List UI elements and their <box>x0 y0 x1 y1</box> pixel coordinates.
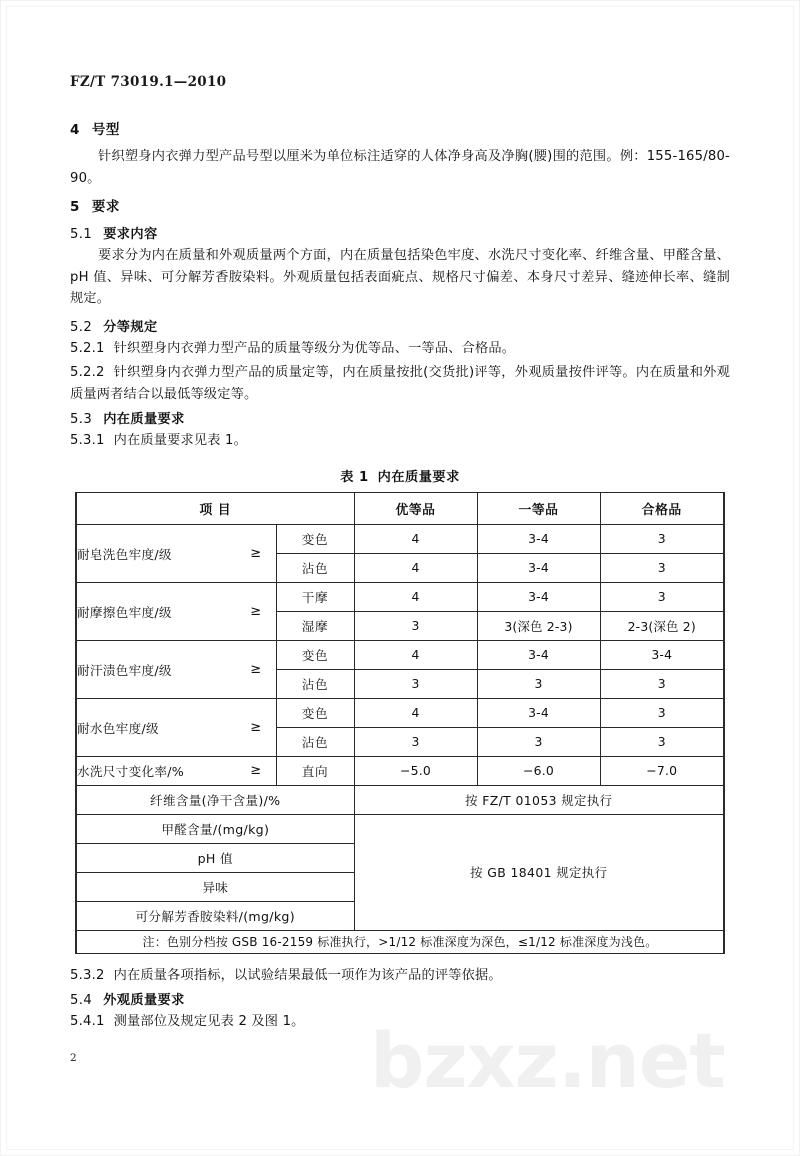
section-title-4: 号型 <box>91 122 120 138</box>
item-label: 耐皂洗色牢度/级 <box>77 546 172 562</box>
clause-text-5-2-2: 针织塑身内衣弹力型产品的质量定等，内在质量按批(交货批)评等，外观质量按件评等。内在质量和外观质量两者结合以最低等级定等。 <box>70 365 730 402</box>
table-item-name-cell: 甲醛含量/(mg/kg) <box>76 814 354 843</box>
table-item-name-cell <box>76 756 276 785</box>
table-value-grade-c: 2-3(深色 2) <box>600 611 724 640</box>
table-header-row <box>76 492 724 524</box>
table-header-grade-a: 优等品 <box>354 492 477 524</box>
section-number-5: 5 <box>70 199 80 215</box>
section-title-5-3: 内在质量要求 <box>103 412 185 427</box>
table-value-grade-c: 3 <box>600 582 724 611</box>
item-label: 耐摩擦色牢度/级 <box>77 604 172 620</box>
page-number: 2 <box>70 1052 77 1064</box>
table-value-grade-c: 3 <box>600 524 724 553</box>
document-body <box>70 118 730 1036</box>
section-4-paragraph: 针织塑身内衣弹力型产品号型以厘米为单位标注适穿的人体净身高及净胸(腰)围的范围。例：155-165/80-90。 <box>70 149 730 186</box>
table-item-name-cell <box>76 582 276 640</box>
table-merged-value: 按 GB 18401 规定执行 <box>354 814 724 930</box>
section-5-2-1 <box>70 338 730 360</box>
table-value-grade-b: −6.0 <box>477 756 600 785</box>
greater-equal-symbol: ≥ <box>250 603 262 619</box>
section-heading-5-3 <box>70 408 730 427</box>
table-value-grade-a: 4 <box>354 524 477 553</box>
table-note-row <box>76 930 724 953</box>
clause-number-5-2-1: 5.2.1 <box>70 340 105 356</box>
table-1-title: 内在质量要求 <box>377 469 460 485</box>
clause-number-5-2-2: 5.2.2 <box>70 365 105 380</box>
item-label: 耐汗渍色牢度/级 <box>77 662 172 678</box>
section-heading-5-4 <box>70 989 730 1008</box>
table-value-grade-a: 3 <box>354 611 477 640</box>
section-heading-5-1 <box>70 223 730 242</box>
table-value-grade-b: 3-4 <box>477 524 600 553</box>
table-value-grade-a: 4 <box>354 582 477 611</box>
table-value-grade-b: 3-4 <box>477 698 600 727</box>
table-1-caption <box>70 466 730 485</box>
table-1-number: 表 1 <box>340 469 369 485</box>
table-value-grade-c: 3 <box>600 727 724 756</box>
table-row <box>76 698 724 727</box>
table-value-grade-b: 3-4 <box>477 582 600 611</box>
table-value-grade-b: 3-4 <box>477 640 600 669</box>
table-row <box>76 582 724 611</box>
standard-number-header: FZ/T 73019.1—2010 <box>70 74 227 90</box>
table-merged-value: 按 FZ/T 01053 规定执行 <box>354 785 724 814</box>
section-title-5-2: 分等规定 <box>103 319 158 335</box>
section-number-5-3: 5.3 <box>70 412 93 427</box>
greater-equal-symbol: ≥ <box>250 661 262 677</box>
table-item-name-cell: 可分解芳香胺染料/(mg/kg) <box>76 901 354 930</box>
table-value-grade-c: 3 <box>600 698 724 727</box>
table-row <box>76 785 724 814</box>
section-5-1-paragraph: 要求分为内在质量和外观质量两个方面，内在质量包括染色牢度、水洗尺寸变化率、纤维含量、甲醛含量、pH 值、异味、可分解芳香胺染料。外观质量包括表面疵点、规格尺寸偏差、本身尺寸差异、缝迹伸长率、缝制规定。 <box>70 248 730 306</box>
table-inherent-quality-requirements <box>75 492 725 954</box>
table-item-name-cell: 纤维含量(净干含量)/% <box>76 785 354 814</box>
table-item-name-cell <box>76 698 276 756</box>
table-item-name-cell <box>76 640 276 698</box>
clause-text-5-3-2: 内在质量各项指标，以试验结果最低一项作为该产品的评等依据。 <box>113 967 502 983</box>
table-value-grade-b: 3-4 <box>477 553 600 582</box>
watermark: bzxz.net <box>370 1016 725 1105</box>
section-5-3-1 <box>70 430 730 452</box>
table-value-grade-a: 4 <box>354 553 477 582</box>
section-number-5-2: 5.2 <box>70 319 93 335</box>
table-row <box>76 524 724 553</box>
table-row <box>76 756 724 785</box>
item-label: 水洗尺寸变化率/% <box>77 764 185 779</box>
table-item-name-cell: 异味 <box>76 872 354 901</box>
clause-number-5-4-1: 5.4.1 <box>70 1014 105 1029</box>
section-5-2-2 <box>70 362 730 405</box>
section-number-4: 4 <box>70 122 80 138</box>
table-sub-item: 沾色 <box>276 669 354 698</box>
clause-text-5-4-1: 测量部位及规定见表 2 及图 1。 <box>113 1014 305 1029</box>
table-header-grade-c: 合格品 <box>600 492 724 524</box>
table-sub-item: 变色 <box>276 698 354 727</box>
clause-text-5-3-1: 内在质量要求见表 1。 <box>113 433 248 448</box>
greater-equal-symbol: ≥ <box>250 763 262 778</box>
table-value-grade-c: −7.0 <box>600 756 724 785</box>
section-title-5-1: 要求内容 <box>103 227 158 242</box>
section-number-5-4: 5.4 <box>70 993 93 1008</box>
table-value-grade-b: 3 <box>477 727 600 756</box>
clause-number-5-3-2: 5.3.2 <box>70 967 105 983</box>
table-sub-item: 变色 <box>276 524 354 553</box>
table-value-grade-c: 3 <box>600 669 724 698</box>
section-heading-5-2 <box>70 316 730 335</box>
table-note: 注：色别分档按 GSB 16-2159 标准执行，>1/12 标准深度为深色，≤1/12 标准深度为浅色。 <box>76 930 724 953</box>
table-sub-item: 湿摩 <box>276 611 354 640</box>
table-sub-item: 变色 <box>276 640 354 669</box>
section-5-3-2 <box>70 965 730 987</box>
greater-equal-symbol: ≥ <box>250 719 262 735</box>
table-sub-item: 干摩 <box>276 582 354 611</box>
table-sub-item: 直向 <box>276 756 354 785</box>
section-5-4-1 <box>70 1011 730 1033</box>
table-value-grade-b: 3 <box>477 669 600 698</box>
table-item-name-cell <box>76 524 276 582</box>
post-table-content <box>70 965 730 1033</box>
section-number-5-1: 5.1 <box>70 227 93 242</box>
section-title-5: 要求 <box>91 199 120 215</box>
section-title-5-4: 外观质量要求 <box>103 993 185 1008</box>
table-value-grade-b: 3(深色 2-3) <box>477 611 600 640</box>
table-value-grade-a: 4 <box>354 698 477 727</box>
section-heading-4 <box>70 118 730 138</box>
item-label: 耐水色牢度/级 <box>77 720 159 736</box>
table-value-grade-a: 4 <box>354 640 477 669</box>
clause-number-5-3-1: 5.3.1 <box>70 433 105 448</box>
table-value-grade-c: 3 <box>600 553 724 582</box>
table-value-grade-a: 3 <box>354 727 477 756</box>
table-sub-item: 沾色 <box>276 553 354 582</box>
table-row <box>76 640 724 669</box>
greater-equal-symbol: ≥ <box>250 545 262 561</box>
table-header-item: 项 目 <box>76 492 354 524</box>
table-sub-item: 沾色 <box>276 727 354 756</box>
table-value-grade-a: −5.0 <box>354 756 477 785</box>
table-value-grade-c: 3-4 <box>600 640 724 669</box>
table-value-grade-a: 3 <box>354 669 477 698</box>
table-header-grade-b: 一等品 <box>477 492 600 524</box>
clause-text-5-2-1: 针织塑身内衣弹力型产品的质量等级分为优等品、一等品、合格品。 <box>113 340 516 356</box>
table-item-name-cell: pH 值 <box>76 843 354 872</box>
table-row <box>76 814 724 843</box>
section-heading-5 <box>70 195 730 215</box>
